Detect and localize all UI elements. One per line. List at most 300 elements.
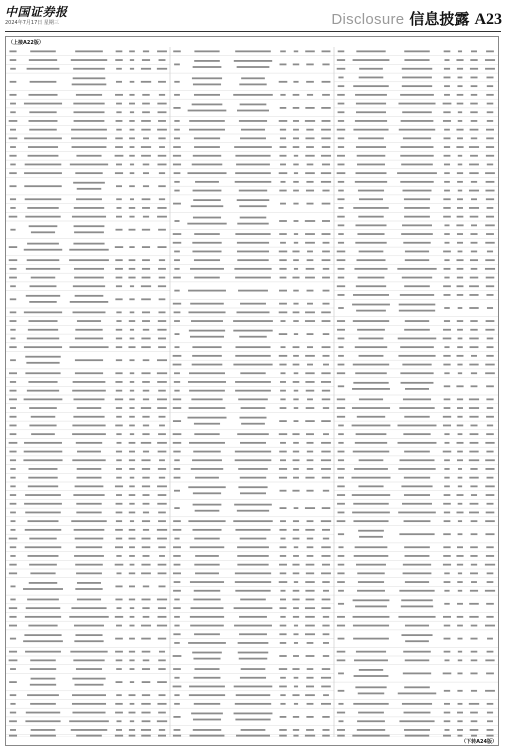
table-cell-text (195, 555, 219, 557)
table-cell-text (458, 590, 462, 592)
table-cell-text (294, 155, 298, 157)
table-cell-text (75, 564, 103, 566)
table-cell-text (173, 520, 181, 522)
table-cell-text (471, 720, 478, 722)
table-cell-text (10, 638, 16, 640)
table-cell-text (486, 155, 494, 157)
table-cell-text (444, 190, 450, 192)
table-cell-text (115, 485, 123, 487)
table-cell-text (27, 390, 59, 392)
table-cell-text (279, 233, 287, 235)
table-cell-text (280, 538, 285, 540)
table-cell-text (159, 555, 165, 557)
table-cell-text (190, 303, 224, 305)
table-cell-text (402, 703, 432, 705)
table-cell-text (400, 346, 434, 348)
table-cell-text (471, 520, 478, 522)
table-cell-text (158, 111, 167, 113)
table-cell-text (337, 581, 345, 583)
table-cell-text (173, 686, 182, 688)
table-cell-text (353, 59, 390, 61)
table-cell-text (321, 129, 331, 131)
table-cell-text (174, 311, 181, 313)
table-cell-text (235, 572, 271, 574)
table-cell-text (116, 503, 123, 505)
table-cell-text (129, 638, 135, 640)
table-cell-text (30, 684, 56, 686)
table-cell-text (305, 633, 315, 635)
table-cell-text (404, 686, 430, 688)
table-cell-text (321, 607, 330, 609)
table-cell-text (404, 50, 430, 52)
table-cell-text (158, 433, 166, 435)
table-cell-text (69, 346, 108, 348)
table-cell-text (10, 529, 15, 531)
table-cell-text (116, 285, 122, 287)
table-cell-text (293, 364, 300, 366)
table-cell-text (73, 68, 105, 70)
table-cell-text (279, 468, 287, 470)
table-cell-text (9, 564, 16, 566)
table-cell-text (307, 164, 314, 166)
table-cell-text (115, 712, 123, 714)
table-cell-text (294, 407, 299, 409)
table-cell-text (174, 729, 181, 731)
table-cell-text (338, 137, 345, 139)
table-cell-text (322, 251, 330, 253)
table-cell-text (143, 185, 149, 187)
table-cell-text (72, 390, 106, 392)
table-cell-text (322, 233, 331, 235)
table-cell-text (142, 433, 149, 435)
table-cell-text (159, 298, 166, 300)
table-cell-text (76, 503, 101, 505)
table-cell-text (28, 146, 58, 148)
table-cell-text (157, 50, 167, 52)
table-cell-text (158, 185, 165, 187)
table-cell-text (486, 216, 494, 218)
table-cell-text (305, 590, 314, 592)
table-cell-text (401, 382, 434, 384)
table-cell-text (323, 633, 330, 635)
table-cell-text (404, 520, 431, 522)
table-cell-text (74, 277, 104, 279)
table-cell-text (358, 485, 383, 487)
table-cell-text (23, 459, 62, 461)
table-cell-text (10, 477, 15, 479)
table-cell-text (305, 50, 315, 52)
table-cell-text (73, 659, 104, 661)
table-cell-text (352, 477, 391, 479)
table-cell-text (486, 555, 494, 557)
table-cell-text (159, 172, 165, 174)
table-cell-text (305, 694, 315, 696)
table-cell-text (338, 477, 344, 479)
table-cell-text (192, 529, 221, 531)
table-cell-text (280, 64, 287, 66)
table-cell-text (293, 311, 300, 313)
table-cell-text (116, 111, 121, 113)
table-cell-text (116, 320, 121, 322)
table-cell-text (485, 329, 494, 331)
table-cell-text (116, 494, 122, 496)
table-cell-text (322, 81, 331, 83)
table-cell-text (358, 190, 384, 192)
table-cell-text (338, 111, 345, 113)
table-cell-text (458, 164, 463, 166)
table-cell-text (337, 320, 345, 322)
table-cell-text (240, 492, 266, 494)
table-cell-text (234, 686, 273, 688)
table-cell-text (486, 673, 494, 675)
table-cell-text (10, 311, 17, 313)
table-cell-text (142, 207, 150, 209)
table-cell-text (456, 59, 463, 61)
table-cell-text (9, 538, 18, 540)
table-cell-text (115, 651, 123, 653)
table-cell-text (355, 346, 387, 348)
table-cell-text (129, 451, 135, 453)
table-cell-text (279, 529, 286, 531)
table-cell-text (457, 581, 462, 583)
table-cell-text (130, 681, 134, 683)
table-cell-text (306, 599, 315, 601)
table-cell-text (129, 538, 136, 540)
table-cell-text (471, 385, 478, 387)
table-cell-text (485, 520, 495, 522)
table-cell-text (444, 477, 449, 479)
table-cell-text (9, 346, 16, 348)
table-cell-text (72, 146, 107, 148)
table-cell-text (486, 346, 493, 348)
table-cell-text (485, 172, 495, 174)
table-cell-text (188, 290, 226, 292)
table-cell-text (238, 398, 268, 400)
table-cell-text (469, 451, 478, 453)
table-cell-text (26, 295, 60, 297)
table-cell-text (470, 329, 477, 331)
table-cell-text (400, 294, 434, 296)
table-cell-text (233, 330, 272, 332)
table-cell-text (157, 529, 167, 531)
table-cell-text (142, 416, 149, 418)
table-cell-text (471, 651, 478, 653)
table-cell-text (173, 233, 181, 235)
table-cell-text (306, 390, 314, 392)
table-cell-text (116, 407, 122, 409)
table-cell-text (233, 520, 272, 522)
table-cell-text (74, 231, 104, 233)
table-cell-text (456, 146, 463, 148)
table-cell-text (403, 398, 431, 400)
table-cell-text (174, 564, 181, 566)
table-cell-text (157, 207, 166, 209)
table-cell-text (322, 668, 330, 670)
table-cell-text (29, 225, 58, 227)
table-cell-text (158, 268, 166, 270)
table-cell-text (189, 330, 225, 332)
table-cell-text (26, 268, 60, 270)
table-cell-text (293, 190, 299, 192)
table-cell-text (142, 651, 151, 653)
table-cell-text (398, 468, 435, 470)
table-cell-text (130, 520, 134, 522)
table-cell-text (280, 520, 286, 522)
table-cell-text (240, 137, 266, 139)
table-cell-text (337, 398, 345, 400)
table-cell-text (175, 333, 180, 335)
table-cell-text (10, 729, 16, 731)
table-cell-text (9, 137, 18, 139)
table-cell-text (29, 582, 57, 584)
table-cell-text (486, 433, 494, 435)
table-cell-text (293, 320, 299, 322)
table-cell-text (11, 520, 16, 522)
table-cell-text (323, 655, 329, 657)
table-cell-text (470, 77, 477, 79)
table-cell-text (487, 425, 493, 427)
table-cell-text (338, 512, 345, 514)
table-cell-text (444, 268, 451, 270)
page-number: A23 (474, 11, 502, 28)
table-cell-text (307, 333, 314, 335)
table-cell-text (280, 146, 287, 148)
table-cell-text (188, 381, 226, 383)
table-cell-text (359, 669, 383, 671)
table-cell-text (294, 172, 298, 174)
table-cell-text (29, 407, 57, 409)
table-cell-text (338, 224, 345, 226)
table-cell-text (306, 433, 314, 435)
table-cell-text (337, 155, 345, 157)
table-cell-text (469, 512, 479, 514)
table-cell-text (353, 129, 388, 131)
table-cell-text (10, 285, 16, 287)
table-cell-text (129, 416, 135, 418)
table-cell-text (130, 198, 134, 200)
table-cell-text (159, 425, 165, 427)
table-cell-text (322, 477, 331, 479)
table-cell-text (193, 504, 222, 506)
table-cell-text (353, 638, 389, 640)
table-cell-text (470, 346, 479, 348)
table-cell-text (280, 346, 285, 348)
table-cell-text (142, 111, 150, 113)
table-cell-text (306, 686, 314, 688)
table-cell-text (193, 199, 221, 201)
table-cell-text (485, 659, 494, 661)
table-cell-text (174, 290, 179, 292)
table-cell-text (469, 338, 478, 340)
table-cell-text (29, 468, 58, 470)
table-cell-text (338, 307, 344, 309)
table-cell-text (338, 85, 345, 87)
table-cell-text (322, 220, 330, 222)
table-cell-text (443, 555, 451, 557)
table-cell-text (9, 681, 17, 683)
table-cell-text (280, 242, 286, 244)
table-cell-text (191, 205, 224, 207)
table-cell-text (24, 172, 62, 174)
table-cell-text (398, 616, 435, 618)
table-cell-text (142, 681, 151, 683)
table-cell-text (279, 564, 287, 566)
table-cell-text (358, 712, 384, 714)
table-cell-text (470, 673, 477, 675)
table-cell-text (25, 651, 61, 653)
table-cell-text (76, 198, 102, 200)
table-cell-text (487, 703, 494, 705)
table-cell-text (357, 233, 384, 235)
table-cell-text (486, 77, 493, 79)
table-cell-text (444, 572, 449, 574)
table-cell-text (293, 181, 299, 183)
table-cell-text (130, 285, 134, 287)
table-cell-text (305, 120, 315, 122)
table-cell-text (174, 625, 179, 627)
table-cell-text (280, 507, 287, 509)
table-cell-text (338, 50, 345, 52)
table-cell-text (157, 625, 167, 627)
table-cell-text (338, 277, 344, 279)
table-cell-text (485, 468, 494, 470)
table-cell-text (487, 720, 493, 722)
table-cell-text (486, 735, 493, 737)
table-cell-text (158, 735, 166, 737)
table-cell-text (279, 190, 286, 192)
table-cell-text (30, 703, 56, 705)
table-cell-text (457, 277, 463, 279)
table-cell-text (337, 285, 345, 287)
table-cell-text (471, 224, 477, 226)
table-cell-text (71, 607, 106, 609)
table-cell-text (399, 129, 435, 131)
table-cell-text (129, 599, 135, 601)
table-cell-text (458, 533, 463, 535)
table-cell-text (129, 442, 136, 444)
table-cell-text (323, 433, 329, 435)
table-cell-text (457, 355, 464, 357)
table-cell-text (280, 694, 285, 696)
table-cell-text (116, 477, 122, 479)
table-cell-text (293, 81, 298, 83)
table-cell-text (194, 633, 220, 635)
table-cell-text (75, 172, 102, 174)
table-cell-text (443, 285, 451, 287)
table-cell-text (74, 111, 105, 113)
table-cell-text (29, 59, 57, 61)
table-cell-text (116, 185, 122, 187)
table-cell-text (129, 494, 136, 496)
table-cell-text (143, 164, 150, 166)
table-cell-text (280, 642, 286, 644)
table-cell-text (337, 729, 345, 731)
table-cell-text (321, 107, 330, 109)
table-cell-text (321, 155, 331, 157)
table-cell-text (307, 251, 313, 253)
table-cell-text (235, 719, 270, 721)
table-cell-text (457, 320, 463, 322)
table-cell-text (143, 503, 150, 505)
table-cell-text (77, 599, 101, 601)
table-cell-text (307, 555, 314, 557)
table-cell-text (458, 120, 462, 122)
table-cell-text (157, 599, 167, 601)
table-cell-text (115, 137, 122, 139)
table-cell-text (444, 320, 450, 322)
table-cell-text (458, 190, 462, 192)
table-cell-text (338, 346, 343, 348)
table-cell-text (400, 181, 433, 183)
table-cell-text (130, 390, 134, 392)
table-cell-text (143, 659, 150, 661)
table-cell-text (158, 285, 166, 287)
table-cell-text (237, 564, 268, 566)
table-cell-text (321, 311, 331, 313)
section-title-chinese: 信息披露 (409, 10, 470, 28)
table-cell-text (337, 259, 346, 261)
table-cell-text (69, 259, 109, 261)
table-cell-text (444, 233, 450, 235)
section-title (331, 8, 502, 29)
table-cell-text (322, 94, 330, 96)
table-cell-text (28, 477, 57, 479)
table-cell-text (359, 68, 383, 70)
table-cell-text (190, 616, 224, 618)
table-cell-text (444, 94, 450, 96)
table-cell-text (116, 468, 122, 470)
table-cell-text (443, 533, 451, 535)
table-cell-text (485, 372, 495, 374)
table-cell-text (279, 172, 288, 174)
table-cell-text (192, 164, 223, 166)
table-cell-text (30, 735, 56, 737)
table-cell-text (457, 416, 462, 418)
table-cell-text (293, 538, 300, 540)
table-cell-text (27, 68, 60, 70)
table-cell-text (279, 735, 287, 737)
table-cell-text (356, 50, 385, 52)
table-cell-text (233, 94, 273, 96)
table-cell-text (458, 651, 462, 653)
table-cell-text (352, 304, 390, 306)
table-cell-text (24, 103, 62, 105)
table-cell-text (10, 712, 16, 714)
table-cell-text (141, 442, 151, 444)
table-cell-text (157, 442, 167, 444)
table-cell-text (321, 137, 330, 139)
table-cell-text (470, 68, 478, 70)
table-cell-text (115, 735, 123, 737)
table-cell-text (10, 129, 16, 131)
table-cell-text (404, 546, 430, 548)
table-cell-text (322, 120, 331, 122)
table-cell-text (159, 416, 166, 418)
table-cell-text (294, 233, 298, 235)
table-cell-text (158, 155, 167, 157)
table-cell-text (30, 572, 55, 574)
table-cell-text (141, 572, 151, 574)
table-cell-text (72, 216, 106, 218)
table-cell-text (398, 442, 437, 444)
table-cell-text (129, 398, 134, 400)
table-cell-text (188, 486, 225, 488)
table-cell-text (241, 77, 265, 79)
table-cell-text (280, 277, 287, 279)
table-cell-text (116, 668, 122, 670)
table-cell-text (142, 720, 151, 722)
table-cell-text (187, 172, 226, 174)
